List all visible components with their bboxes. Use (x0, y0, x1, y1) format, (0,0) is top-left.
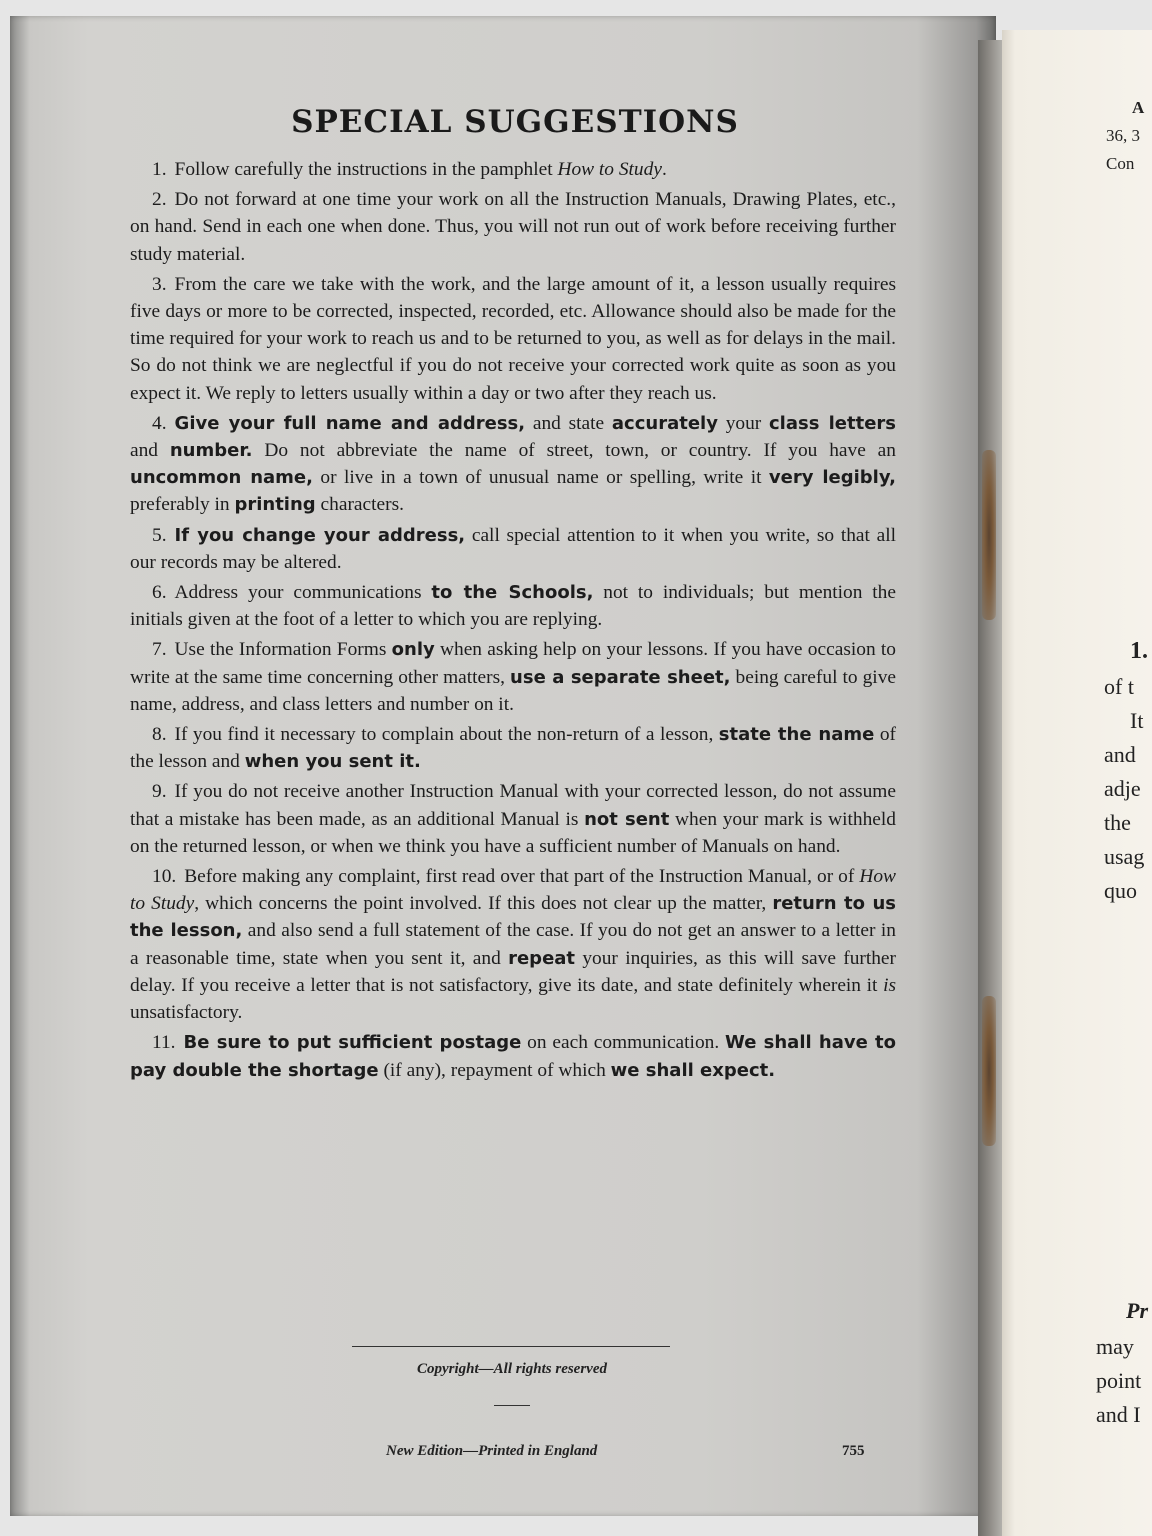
staple-top (982, 450, 996, 620)
emphasis-text: very legibly, (768, 467, 896, 489)
emphasis-text: We shall have to pay double the shortage (130, 1032, 896, 1081)
suggestion-text: and also send a full statement of the case. If you do not get an answer to a letter in a reasonable time, state when you sent it, and (130, 920, 896, 969)
page-number: 755 (842, 1443, 865, 1459)
suggestion-text: when asking help on your lessons. If you have occasion to write at the same time concerning other matters, (130, 639, 896, 688)
emphasis-text: only (391, 639, 435, 661)
emphasis-text: Give your full name and address, (174, 412, 526, 434)
right-page-line: may (1096, 1334, 1134, 1359)
suggestion-text: or live in a town of unusual name or spelling, write it (312, 467, 769, 489)
suggestion-item (130, 579, 896, 633)
right-page-line: and I (1096, 1402, 1141, 1427)
suggestion-item (130, 863, 896, 1026)
emphasis-text: If you change your address, (174, 524, 466, 546)
suggestion-text: your (717, 412, 770, 434)
suggestion-text: not to individuals; but mention the initials given at the foot of a letter to which you are replying. (130, 582, 896, 631)
suggestion-text: Use the Information Forms (174, 639, 392, 661)
suggestion-text: characters. (315, 494, 404, 516)
right-page-line: Pr (1126, 1298, 1148, 1323)
suggestion-text: If you do not receive another Instruction Manual with your corrected lesson, do not assume that a mistake has been made, as an additional Manual is (130, 781, 896, 830)
suggestion-text: Follow carefully the instructions in the pamphlet (174, 159, 558, 180)
emphasis-text: we shall expect. (610, 1059, 776, 1081)
suggestion-item (130, 522, 896, 576)
suggestion-number: 4. (152, 412, 167, 434)
suggestion-item (130, 1029, 896, 1083)
emphasis-text: state the name (718, 724, 875, 746)
suggestion-number: 5. (152, 524, 167, 546)
suggestion-text: call special attention to it when you write, so that all our records may be altered. (130, 524, 896, 573)
emphasis-text: class letters (769, 412, 896, 434)
emphasis-text: not sent (584, 808, 670, 830)
book-spine (978, 40, 1004, 1536)
suggestion-text: unsatisfactory. (130, 1002, 243, 1024)
copyright-notice: Copyright—All rights reserved (416, 1361, 607, 1377)
edition-footer: New Edition—Printed in England (386, 1443, 598, 1459)
suggestion-item (130, 271, 896, 407)
suggestion-number: 8. (152, 724, 167, 746)
right-page-line: of t (1104, 674, 1134, 699)
right-page-line: quo (1104, 878, 1137, 903)
emphasis-text: use a separate sheet, (510, 666, 731, 688)
emphasis-text: uncommon name, (130, 467, 313, 489)
suggestion-text: Before making any complaint, first read over that part of the Instruction Manual, or of (184, 866, 860, 888)
right-page-line: 36, 3 (1106, 126, 1140, 145)
right-page-line: and (1104, 742, 1136, 767)
right-page-line: 1. (1130, 638, 1148, 664)
suggestion-text: If you find it necessary to complain about the non-return of a lesson, (174, 724, 719, 746)
emphasis-text: printing (234, 494, 316, 516)
suggestion-number: 6. (152, 582, 167, 604)
suggestion-text: and (130, 440, 170, 462)
right-page-line: point (1096, 1368, 1142, 1393)
suggestion-text: Do not forward at one time your work on all the Instruction Manuals, Drawing Plates, etc., on hand. Send in each one when done. Thus, you will not run out of work before receiving further study material. (130, 189, 896, 265)
emphasis-text: repeat (508, 947, 576, 969)
suggestion-number: 3. (152, 273, 167, 295)
right-page-line: A (1132, 98, 1145, 117)
emphasis-text: when you sent it. (244, 751, 421, 773)
suggestion-number: 10. (152, 866, 177, 888)
suggestion-item (130, 778, 896, 860)
suggestion-number: 9. (152, 781, 167, 803)
suggestion-number: 11. (152, 1032, 176, 1054)
emphasis-text: to the Schools, (431, 582, 594, 604)
suggestions-list (130, 156, 896, 1087)
title-reference: How to Study (130, 866, 896, 915)
suggestion-text: on each communication. (521, 1032, 725, 1054)
suggestion-number: 7. (152, 639, 167, 661)
suggestion-number: 2. (152, 189, 167, 211)
suggestion-item (130, 721, 896, 775)
suggestion-text: Address your communications (174, 582, 432, 604)
right-page (1002, 30, 1152, 1536)
right-page-line: usag (1104, 844, 1145, 869)
title-reference: is (883, 974, 896, 996)
right-page-line: adje (1104, 776, 1141, 801)
suggestion-text: preferably in (130, 494, 235, 516)
suggestion-text: , which concerns the point involved. If this does not clear up the matter, (194, 893, 773, 915)
suggestion-text: of the lesson and (130, 724, 896, 773)
right-page-line: the (1104, 810, 1131, 835)
suggestion-text: when your mark is withheld on the returned lesson, or when we think you have a sufficient number of Manuals on hand. (130, 808, 896, 857)
suggestion-item (130, 636, 896, 718)
page-title: SPECIAL SUGGESTIONS (291, 104, 739, 140)
suggestion-number: 1. (152, 159, 167, 180)
suggestion-text: your inquiries, as this will save further delay. If you receive a letter that is not satisfactory, give its date, and state definitely wherein it (130, 947, 896, 996)
suggestion-item (130, 186, 896, 268)
title-reference: How to Study (557, 159, 662, 180)
right-page-line: Con (1106, 154, 1135, 173)
staple-bottom (982, 996, 996, 1146)
right-page-line: It (1130, 708, 1144, 733)
divider-rule (352, 1346, 670, 1347)
suggestion-text: . (661, 159, 667, 180)
suggestion-item (130, 410, 896, 519)
emphasis-text: return to us the lesson, (130, 893, 896, 942)
emphasis-text: Be sure to put sufficient postage (183, 1032, 522, 1054)
suggestion-item (130, 156, 896, 183)
suggestion-text: being careful to give name, address, and class letters and number on it. (130, 666, 897, 715)
suggestion-text: and state (525, 412, 612, 434)
suggestion-text: (if any), repayment of which (378, 1059, 611, 1081)
short-divider-rule (494, 1405, 530, 1406)
emphasis-text: number. (169, 440, 253, 462)
suggestion-text: Do not abbreviate the name of street, town, or country. If you have an (252, 440, 896, 462)
emphasis-text: accurately (611, 412, 718, 434)
suggestion-text: From the care we take with the work, and the large amount of it, a lesson usually requires five days or more to be corrected, inspected, recorded, etc. Allowance should also be made for the time required for your work to reach us and to be returned to you, as well as for delays in the mail. So do not think we are neglectful if you do not receive your corrected work quite as soon as you expect it. We reply to letters usually within a day or two after they reach us. (130, 273, 896, 404)
